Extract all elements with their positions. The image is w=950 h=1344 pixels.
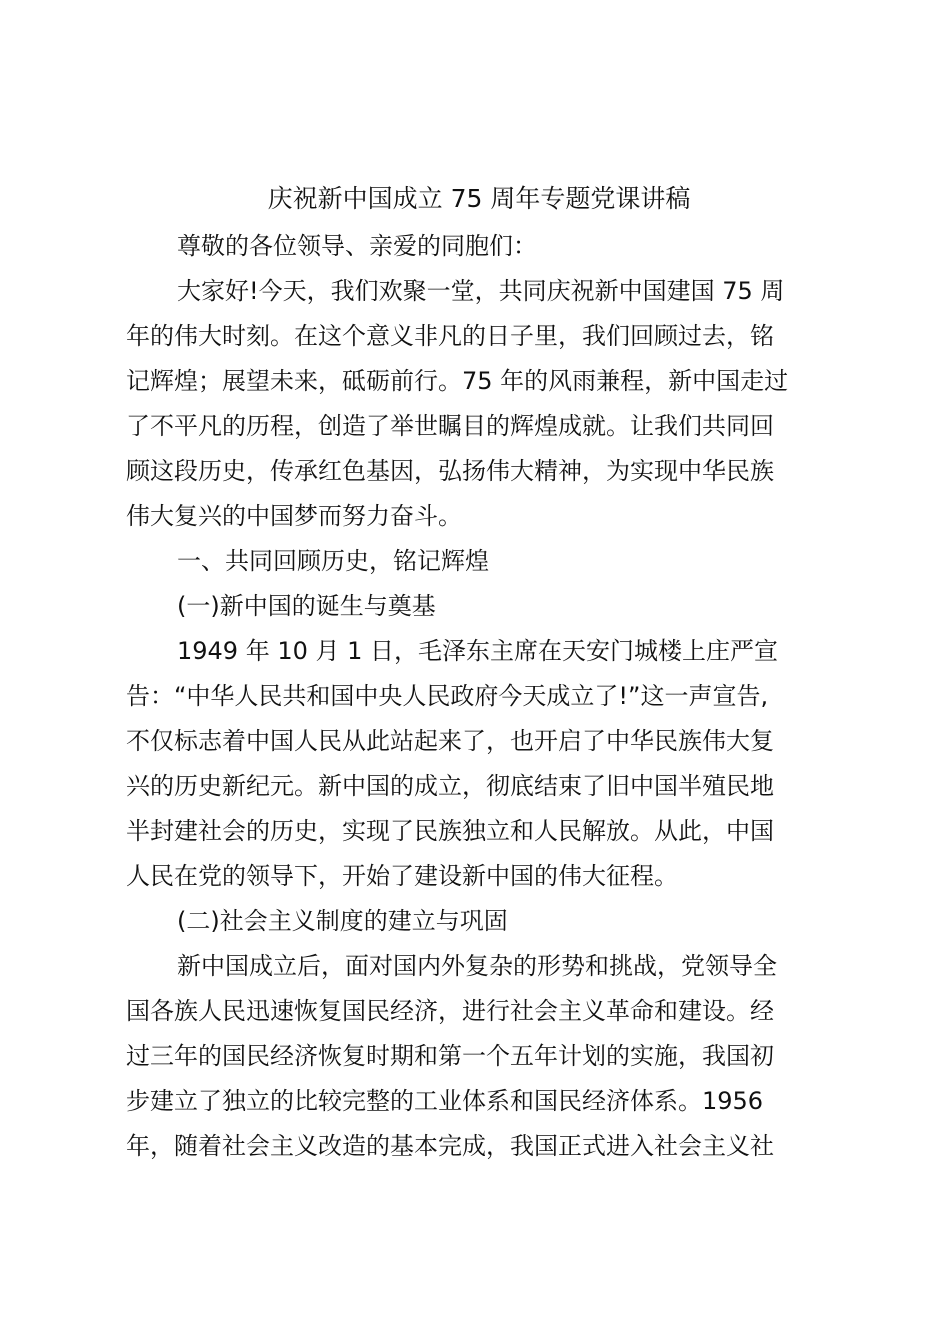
paragraph-line: 不仅标志着中国人民从此站起来了，也开启了中华民族伟大复 — [126, 727, 774, 755]
paragraph-line: 告：“中华人民共和国中央人民政府今天成立了!”这一声宣告, — [126, 682, 769, 710]
paragraph-line: 年，随着社会主义改造的基本完成，我国正式进入社会主义社 — [126, 1132, 774, 1160]
paragraph-line: 记辉煌；展望未来，砥砺前行。75 年的风雨兼程，新中国走过 — [126, 367, 789, 395]
paragraph-line: 半封建社会的历史，实现了民族独立和人民解放。从此，中国 — [126, 817, 774, 845]
paragraph-line: 国各族人民迅速恢复国民经济，进行社会主义革命和建设。经 — [126, 997, 774, 1025]
paragraph-line: 过三年的国民经济恢复时期和第一个五年计划的实施，我国初 — [126, 1042, 774, 1070]
paragraph-line: 伟大复兴的中国梦而努力奋斗。 — [126, 502, 462, 530]
paragraph-line: 1949 年 10 月 1 日，毛泽东主席在天安门城楼上庄严宣 — [177, 637, 779, 665]
paragraph-line: 大家好!今天，我们欢聚一堂，共同庆祝新中国建国 75 周 — [177, 277, 785, 305]
paragraph-line: 人民在党的领导下，开始了建设新中国的伟大征程。 — [126, 862, 678, 890]
paragraph-line: 新中国成立后，面对国内外复杂的形势和挑战，党领导全 — [177, 952, 777, 980]
subsection-heading: (二)社会主义制度的建立与巩固 — [177, 907, 508, 935]
paragraph-line: 兴的历史新纪元。新中国的成立，彻底结束了旧中国半殖民地 — [126, 772, 774, 800]
paragraph-line: 顾这段历史，传承红色基因，弘扬伟大精神，为实现中华民族 — [126, 457, 774, 485]
paragraph-line: 年的伟大时刻。在这个意义非凡的日子里，我们回顾过去，铭 — [126, 322, 774, 350]
document-title: 庆祝新中国成立 75 周年专题党课讲稿 — [267, 184, 691, 213]
section-heading: 一、共同回顾历史，铭记辉煌 — [177, 547, 489, 575]
paragraph-line: 了不平凡的历程，创造了举世瞩目的辉煌成就。让我们共同回 — [126, 412, 774, 440]
paragraph-line: 步建立了独立的比较完整的工业体系和国民经济体系。1956 — [126, 1087, 764, 1115]
subsection-heading: (一)新中国的诞生与奠基 — [177, 592, 436, 620]
greeting-line: 尊敬的各位领导、亲爱的同胞们： — [177, 232, 537, 260]
